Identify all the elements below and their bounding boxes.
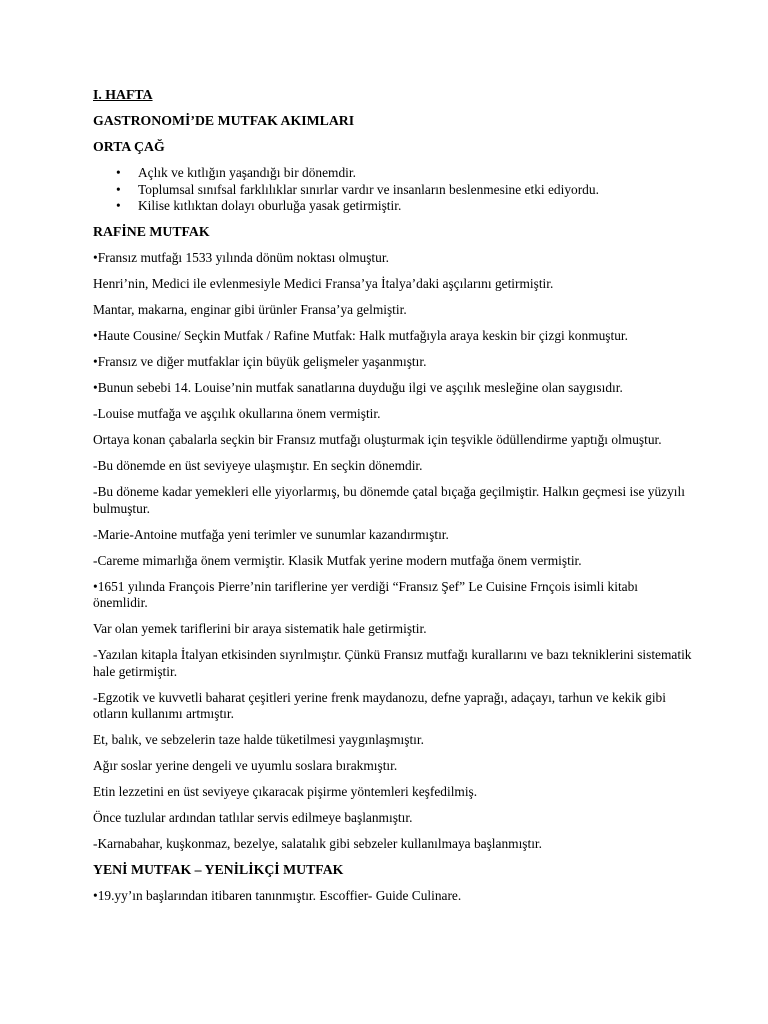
paragraph: Var olan yemek tariflerini bir araya sistematik hale getirmiştir. (93, 621, 427, 636)
list-item: • Toplumsal sınıfsal farklılıklar sınırlar vardır ve insanların beslenmesine etki ediyordu. (138, 182, 693, 199)
refined-section (93, 250, 693, 853)
paragraph: •19.yy’ın başlarından itibaren tanınmıştır. Escoffier- Guide Culinare. (93, 888, 462, 903)
paragraph: •Haute Cousine/ Seçkin Mutfak / Rafine Mutfak: Halk mutfağıyla araya keskin bir çizgi konmuştur. (93, 328, 628, 343)
paragraph: •Bunun sebebi 14. Louise’nin mutfak sanatlarına duyduğu ilgi ve aşçılık mesleğine olan saygısıdır. (93, 380, 623, 395)
paragraph: -Marie-Antoine mutfağa yeni terimler ve sunumlar kazandırmıştır. (93, 526, 449, 542)
paragraph: Mantar, makarna, enginar gibi ürünler Fransa’ya gelmiştir. (93, 302, 407, 317)
document-body (93, 87, 693, 914)
paragraph: -Bu dönemde en üst seviyeye ulaşmıştır. En seçkin dönemdir. (93, 458, 423, 473)
paragraph: -Careme mimarlığa önem vermiştir. Klasik Mutfak yerine modern mutfağa önem vermiştir. (93, 552, 582, 568)
paragraph: -Louise mutfağa ve aşçılık okullarına önem vermiştir. (93, 406, 381, 421)
paragraph: -Egzotik ve kuvvetli baharat çeşitleri yerine frenk maydanozu, defne yaprağı, adaçayı, tarhun ve kekik gibi otların kullanımı artmıştır. (93, 689, 666, 721)
heading-middle-ages: ORTA ÇAĞ (93, 139, 165, 154)
list-item: • Kilise kıtlıktan dolayı oburluğa yasak getirmiştir. (138, 198, 693, 215)
paragraph: -Bu döneme kadar yemekleri elle yiyorlarmış, bu dönemde çatal bıçağa geçilmiştir. Halkın geçmesi ise yüzyılı bulmuştur. (93, 484, 685, 516)
paragraph: Ağır soslar yerine dengeli ve uyumlu soslara bırakmıştır. (93, 758, 398, 773)
list-item: • Açlık ve kıtlığın yaşandığı bir dönemdir. (138, 165, 693, 182)
paragraph: Ortaya konan çabalarla seçkin bir Fransız mutfağı oluşturmak için teşvikle ödüllendirme yaptığı olmuştur. (93, 432, 662, 447)
paragraph: •Fransız mutfağı 1533 yılında dönüm noktası olmuştur. (93, 250, 389, 265)
paragraph: •1651 yılında François Pierre’nin tariflerine yer verdiği “Fransız Şef” Le Cuisine Frnçois isimli kitabı önemlidir. (93, 578, 639, 610)
heading-title: GASTRONOMİ’DE MUTFAK AKIMLARI (93, 113, 355, 128)
heading-week: I. HAFTA (93, 87, 153, 102)
paragraph: Henri’nin, Medici ile evlenmesiyle Medici Fransa’ya İtalya’daki aşçılarını getirmiştir. (93, 276, 554, 291)
heading-refined: RAFİNE MUTFAK (93, 224, 210, 239)
paragraph: Etin lezzetini en üst seviyeye çıkaracak pişirme yöntemleri keşfedilmiş. (93, 784, 478, 799)
paragraph: Önce tuzlular ardından tatlılar servis edilmeye başlanmıştır. (93, 810, 413, 825)
paragraph: •Fransız ve diğer mutfaklar için büyük gelişmeler yaşanmıştır. (93, 354, 427, 369)
paragraph: Et, balık, ve sebzelerin taze halde tüketilmesi yaygınlaşmıştır. (93, 732, 424, 747)
heading-new-cuisine: YENİ MUTFAK – YENİLİKÇİ MUTFAK (93, 862, 344, 877)
paragraph: -Karnabahar, kuşkonmaz, bezelye, salatalık gibi sebzeler kullanılmaya başlanmıştır. (93, 836, 543, 851)
middle-ages-list (93, 165, 693, 215)
paragraph: -Yazılan kitapla İtalyan etkisinden sıyrılmıştır. Çünkü Fransız mutfağı kurallarını ve bazı tekniklerini sistematik hale getirmiştir. (93, 647, 692, 679)
new-cuisine-section (93, 888, 693, 905)
